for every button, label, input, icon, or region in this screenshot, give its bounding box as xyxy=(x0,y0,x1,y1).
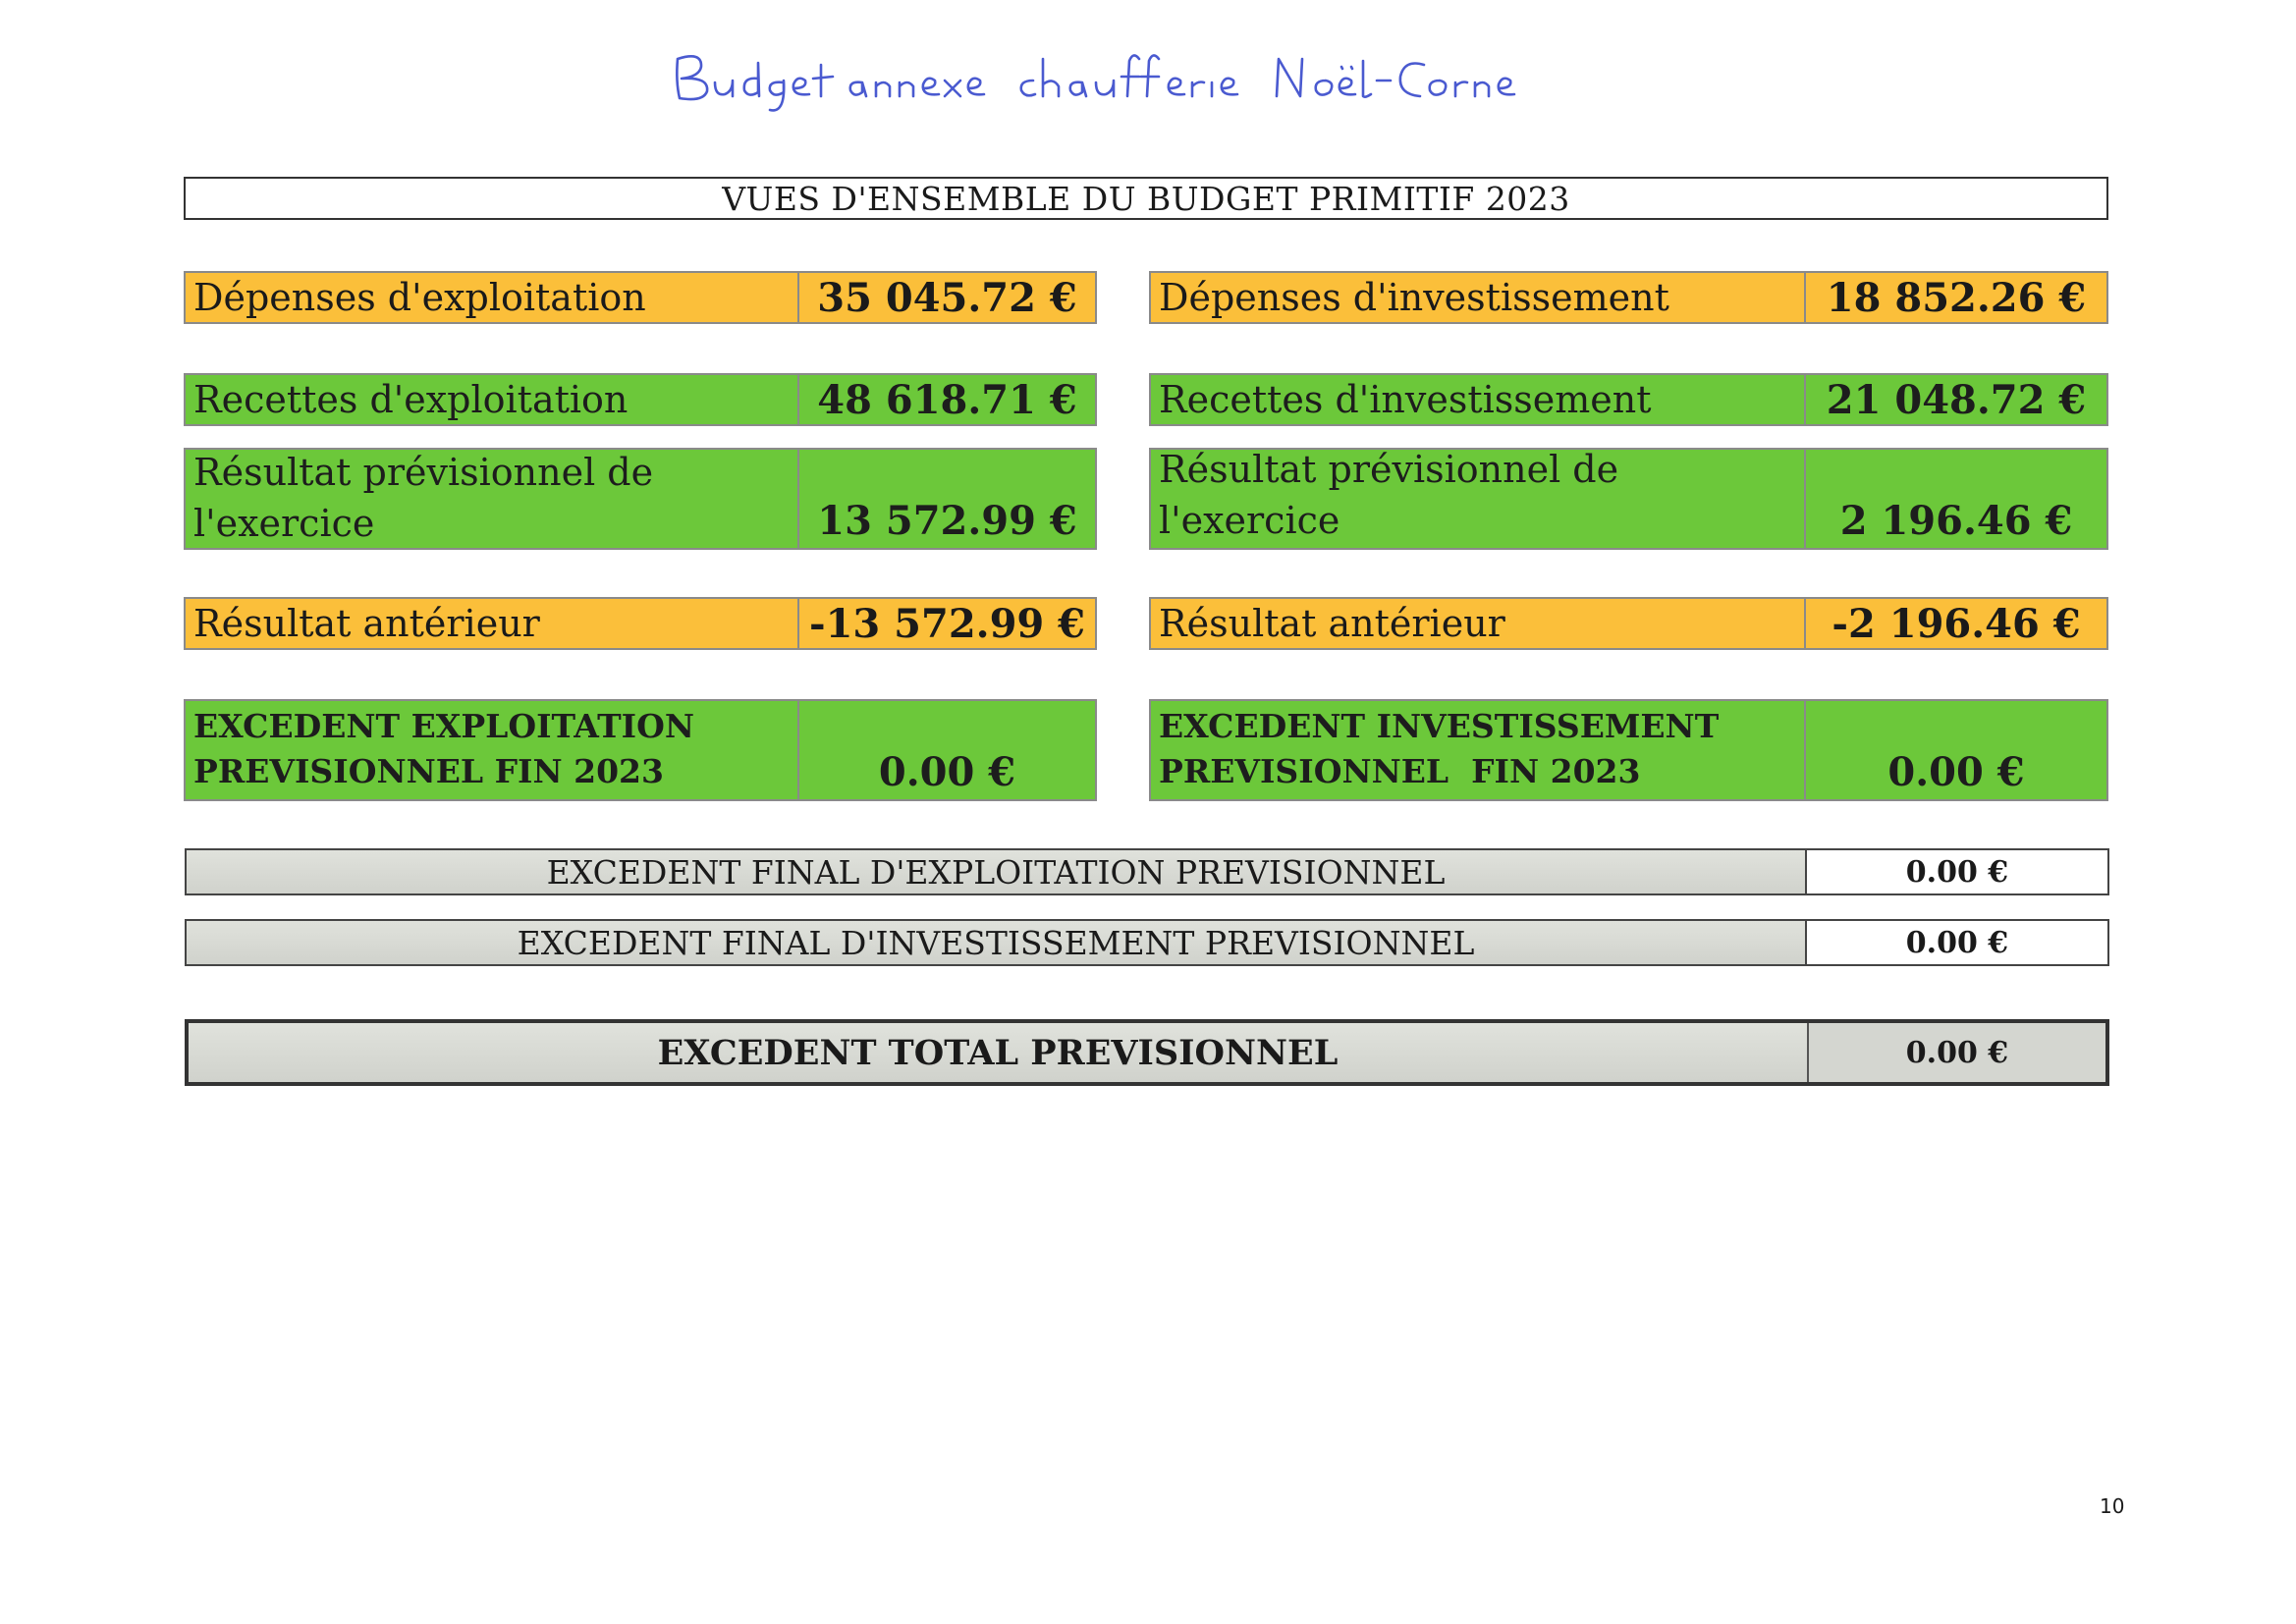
recettes-investissement-value: 21 048.72 € xyxy=(1826,376,2087,423)
recettes-exploitation-label: Recettes d'exploitation xyxy=(186,375,799,424)
resultat-exploitation-value: 13 572.99 € xyxy=(817,498,1077,544)
page-number: 10 xyxy=(2100,1494,2125,1518)
resultat-exploitation-label-line2: l'exercice xyxy=(193,502,375,545)
recettes-investissement-label: Recettes d'investissement xyxy=(1151,375,1806,424)
anterieur-investissement-value: -2 196.46 € xyxy=(1831,600,2081,647)
recettes-exploitation-value: 48 618.71 € xyxy=(817,376,1077,423)
excedent-total-value: 0.00 € xyxy=(1809,1023,2105,1082)
depenses-investissement-value: 18 852.26 € xyxy=(1826,274,2087,321)
resultat-investissement-row xyxy=(1149,448,2108,550)
excedent-final-exploitation-row xyxy=(185,848,2109,895)
anterieur-exploitation-row xyxy=(184,597,1097,650)
handwritten-note-drawing xyxy=(648,37,1532,116)
excedent-investissement-row xyxy=(1149,699,2108,801)
excedent-exploitation-label-line1: EXCEDENT EXPLOITATION xyxy=(193,707,694,745)
anterieur-exploitation-value: -13 572.99 € xyxy=(808,600,1086,647)
excedent-exploitation-row xyxy=(184,699,1097,801)
excedent-final-exploitation-label: EXCEDENT FINAL D'EXPLOITATION PREVISIONNEL xyxy=(187,850,1807,893)
excedent-final-investissement-value: 0.00 € xyxy=(1807,921,2107,964)
excedent-final-investissement-label: EXCEDENT FINAL D'INVESTISSEMENT PREVISIONNEL xyxy=(187,921,1807,964)
handwritten-note xyxy=(648,37,1532,116)
excedent-investissement-label xyxy=(1151,701,1806,799)
depenses-exploitation-value: 35 045.72 € xyxy=(817,274,1077,321)
excedent-total-row xyxy=(185,1019,2109,1086)
excedent-final-investissement-row xyxy=(185,919,2109,966)
budget-title: VUES D'ENSEMBLE DU BUDGET PRIMITIF 2023 xyxy=(184,177,2108,220)
resultat-exploitation-row xyxy=(184,448,1097,550)
resultat-investissement-value: 2 196.46 € xyxy=(1839,498,2073,544)
depenses-investissement-label: Dépenses d'investissement xyxy=(1151,273,1806,322)
excedent-investissement-value: 0.00 € xyxy=(1887,749,2025,795)
depenses-investissement-row xyxy=(1149,271,2108,324)
excedent-investissement-label-line2: PREVISIONNEL FIN 2023 xyxy=(1159,752,1641,790)
depenses-exploitation-label: Dépenses d'exploitation xyxy=(186,273,799,322)
excedent-investissement-label-line1: EXCEDENT INVESTISSEMENT xyxy=(1159,707,1720,745)
anterieur-exploitation-label: Résultat antérieur xyxy=(186,599,799,648)
resultat-investissement-label: Résultat prévisionnel de l'exercice xyxy=(1151,450,1806,548)
resultat-exploitation-label xyxy=(186,450,799,548)
recettes-investissement-row xyxy=(1149,373,2108,426)
anterieur-investissement-label: Résultat antérieur xyxy=(1151,599,1806,648)
resultat-exploitation-label-line1: Résultat prévisionnel de xyxy=(193,451,654,494)
recettes-exploitation-row xyxy=(184,373,1097,426)
excedent-exploitation-value: 0.00 € xyxy=(878,749,1016,795)
excedent-final-exploitation-value: 0.00 € xyxy=(1807,850,2107,893)
excedent-exploitation-label-line2: PREVISIONNEL FIN 2023 xyxy=(193,752,664,790)
excedent-total-label: EXCEDENT TOTAL PREVISIONNEL xyxy=(189,1023,1809,1082)
anterieur-investissement-row xyxy=(1149,597,2108,650)
excedent-exploitation-label xyxy=(186,701,799,799)
depenses-exploitation-row xyxy=(184,271,1097,324)
